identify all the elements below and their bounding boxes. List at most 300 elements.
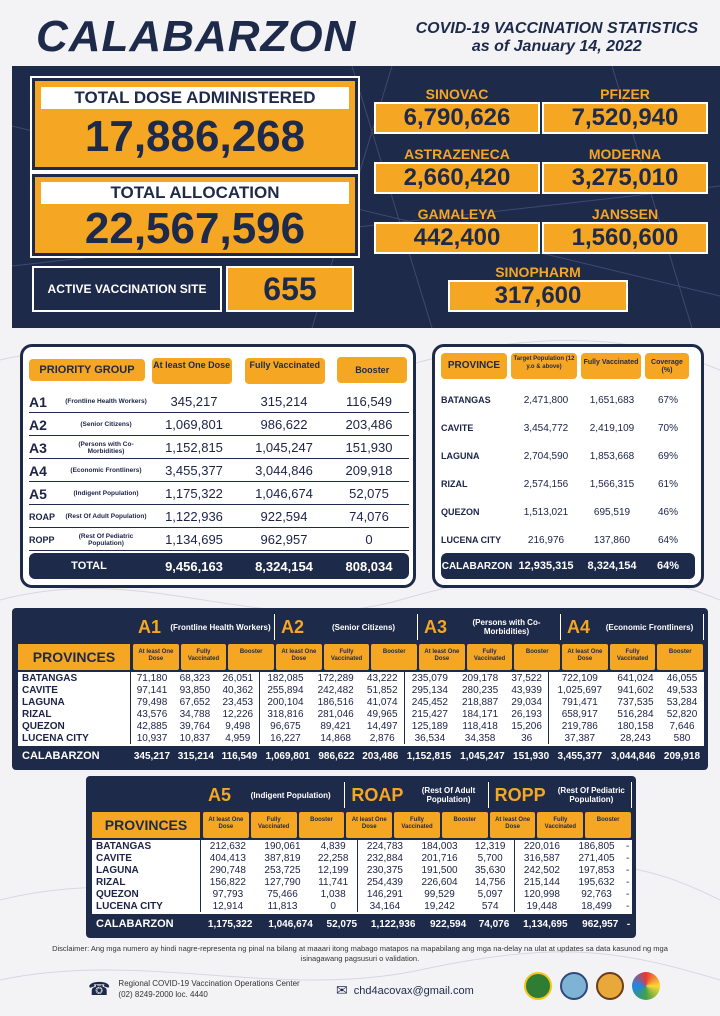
- cell-value: 125,189: [404, 720, 455, 732]
- fully-value: 137,860: [593, 534, 631, 546]
- vaccine-pfizer: [542, 86, 708, 134]
- fully-value: 986,622: [260, 417, 308, 432]
- cell-value: 253,725: [264, 864, 301, 876]
- cell-value: 11,813: [267, 900, 298, 912]
- cell-value: 40,362: [222, 684, 254, 696]
- cell-value: 14,868: [320, 732, 351, 744]
- priority-total-row: [29, 553, 409, 579]
- cell-value: 75,466: [267, 888, 298, 900]
- cell-value: 242,502: [514, 864, 569, 876]
- cell-value: -: [625, 876, 630, 888]
- g1-provinces-header: PROVINCES: [18, 644, 130, 670]
- sub-header: At least One Dose: [419, 644, 465, 670]
- one-dose-value: 1,069,801: [165, 417, 223, 432]
- cell-value: 53,284: [666, 696, 698, 708]
- province-name: QUEZON: [22, 720, 65, 732]
- group-code: ROAP: [29, 511, 56, 522]
- provinces-breakdown-a1-a4: [12, 608, 708, 770]
- cell-value: 4,839: [320, 840, 346, 852]
- fully-value: 1,651,683: [589, 394, 635, 406]
- sub-header: At least One Dose: [133, 644, 179, 670]
- one-dose-value: 345,217: [170, 394, 218, 409]
- sub-header: Fully Vaccinated: [467, 644, 513, 670]
- cell-value: 5,700: [477, 852, 503, 864]
- vaccine-sinovac: [374, 86, 540, 134]
- priority-group-table: [20, 344, 416, 588]
- priority-header: PRIORITY GROUP: [29, 359, 145, 381]
- total-value: 1,134,695: [523, 918, 568, 930]
- province-name: RIZAL: [441, 478, 468, 489]
- cell-value: 230,375: [357, 864, 412, 876]
- province-row: [441, 415, 695, 441]
- total-value: 116,549: [221, 750, 258, 762]
- cell-value: 197,853: [578, 864, 615, 876]
- vaccine-value: 317,600: [448, 280, 628, 312]
- cell-value: 96,675: [260, 720, 311, 732]
- email-address[interactable]: chd4acovax@gmail.com: [353, 984, 474, 997]
- cell-value: 4,959: [225, 732, 251, 744]
- cell-value: 42,885: [130, 720, 173, 732]
- fully-value: 1,853,668: [589, 450, 635, 462]
- g1-sub-headers: [132, 644, 704, 670]
- one-dose-value: 1,152,815: [165, 440, 223, 455]
- total-value: 922,594: [430, 918, 467, 930]
- cell-value: 16,227: [260, 732, 311, 744]
- coverage-value: 61%: [657, 478, 678, 490]
- province-total-row: [441, 553, 695, 579]
- group-code: A2: [281, 616, 305, 637]
- cell-value: 146,291: [357, 888, 412, 900]
- cell-value: 36,534: [404, 732, 455, 744]
- sub-header: At least One Dose: [346, 812, 392, 838]
- target-value: 216,976: [527, 534, 565, 546]
- cell-value: 186,805: [578, 840, 615, 852]
- center-name: Regional COVID-19 Vaccination Operations Center: [118, 979, 300, 988]
- disclaimer: Disclaimer: Ang mga numero ay hindi nagre-representa ng pinal na bilang at maaari itong mabago matapos na mapabilang ang mga na-delay na ulat at updates sa data kasunod ng mga isinagawang pagsusuri o validation.: [52, 944, 668, 963]
- cell-value: 184,171: [462, 708, 499, 720]
- cell-value: 43,222: [366, 672, 398, 684]
- vaccine-astrazeneca: [374, 146, 540, 194]
- total-value: 986,622: [318, 750, 355, 762]
- sub-header: At least One Dose: [203, 812, 249, 838]
- cell-value: 37,522: [511, 672, 542, 684]
- booster-value: 203,486: [345, 417, 393, 432]
- g2-sub-headers: [202, 812, 632, 838]
- cell-value: 232,884: [357, 852, 412, 864]
- cell-value: 120,998: [514, 888, 569, 900]
- g2-provinces-header: PROVINCES: [92, 812, 200, 838]
- total-dose-value: 17,886,268: [84, 112, 306, 161]
- group-desc: (Persons with Co-Morbidities): [78, 440, 134, 455]
- fully-value: 3,044,846: [255, 463, 313, 478]
- province-name: QUEZON: [441, 506, 480, 517]
- province-name: BATANGAS: [96, 840, 152, 852]
- booster-value: 52,075: [349, 486, 389, 501]
- total-dose-card: [32, 78, 358, 170]
- cell-value: 941,602: [617, 684, 654, 696]
- group-code: A5: [208, 784, 232, 805]
- cell-value: 737,535: [617, 696, 654, 708]
- vaccine-value: 442,400: [374, 222, 540, 254]
- mail-icon: ✉: [336, 982, 348, 998]
- province-row: [441, 527, 695, 553]
- priority-row: [29, 506, 409, 528]
- total-value: 209,918: [663, 750, 701, 762]
- province-header: PROVINCE: [441, 353, 507, 379]
- coverage-value: 64%: [657, 534, 678, 546]
- province-row: [441, 499, 695, 525]
- sub-header: At least One Dose: [490, 812, 536, 838]
- group-desc: (Rest Of Pediatric Population): [557, 786, 625, 804]
- province-name: CAVITE: [22, 684, 58, 696]
- cell-value: 190,061: [264, 840, 301, 852]
- cell-value: 580: [673, 732, 691, 744]
- fully-value: 1,046,674: [255, 486, 313, 501]
- phone-number: (02) 8249-2000 loc. 4440: [118, 990, 208, 999]
- cell-value: 10,937: [130, 732, 173, 744]
- cell-value: 52,820: [666, 708, 698, 720]
- cell-value: 22,258: [317, 852, 349, 864]
- cell-value: 172,289: [317, 672, 354, 684]
- group-header: [418, 614, 561, 640]
- cell-value: 49,533: [666, 684, 698, 696]
- cell-value: 67,652: [179, 696, 211, 708]
- table-row: [92, 840, 632, 852]
- total-full: 8,324,154: [255, 558, 313, 574]
- cell-value: 23,453: [222, 696, 254, 708]
- group-desc: (Rest Of Adult Population): [421, 786, 476, 804]
- cell-value: 791,471: [549, 696, 611, 708]
- vaccine-name: MODERNA: [588, 146, 662, 162]
- fully-value: 922,594: [260, 509, 308, 524]
- one-dose-value: 1,122,936: [165, 509, 223, 524]
- group-desc: (Frontline Health Workers): [170, 622, 271, 632]
- total-value: 151,930: [513, 750, 550, 762]
- cell-value: 97,793: [200, 888, 255, 900]
- sub-header: At least One Dose: [276, 644, 322, 670]
- cell-value: 218,887: [462, 696, 499, 708]
- vaccine-value: 1,560,600: [542, 222, 708, 254]
- cell-value: 195,632: [578, 876, 615, 888]
- province-name: LUCENA CITY: [22, 732, 89, 744]
- vaccine-value: 3,275,010: [542, 162, 708, 194]
- vaccine-name: JANSSEN: [591, 206, 659, 222]
- booster-value: 0: [365, 532, 373, 547]
- cell-value: 1,038: [320, 888, 346, 900]
- province-name: CAVITE: [441, 422, 474, 433]
- cell-value: 641,024: [617, 672, 654, 684]
- priority-row: [29, 483, 409, 505]
- vaccine-name: SINOVAC: [425, 86, 489, 102]
- target-header: Target Population (12 y.o & above): [511, 353, 577, 379]
- cell-value: 220,016: [514, 840, 569, 852]
- province-name: LAGUNA: [441, 450, 480, 461]
- group-header: [275, 614, 418, 640]
- group-desc: (Rest Of Pediatric Population): [78, 532, 134, 547]
- target-value: 3,454,772: [523, 422, 569, 434]
- province-name: LUCENA CITY: [441, 534, 502, 545]
- priority-row: [29, 437, 409, 459]
- one-dose-value: 1,134,695: [165, 532, 223, 547]
- group-code: A5: [29, 485, 47, 502]
- cell-value: 19,242: [424, 900, 455, 912]
- cell-value: 254,439: [357, 876, 412, 888]
- cell-value: 245,452: [404, 696, 455, 708]
- table-row: [92, 864, 632, 876]
- sub-header: Booster: [371, 644, 417, 670]
- cell-value: 186,516: [317, 696, 354, 708]
- coverage-value: 46%: [657, 506, 678, 518]
- cell-value: 99,529: [424, 888, 455, 900]
- total-value: 203,486: [362, 750, 399, 762]
- total-boost: 808,034: [345, 558, 393, 574]
- vaccine-value: 6,790,626: [374, 102, 540, 134]
- cell-value: 212,632: [200, 840, 255, 852]
- province-row: [441, 387, 695, 413]
- sub-header: Fully Vaccinated: [394, 812, 440, 838]
- cell-value: 295,134: [404, 684, 455, 696]
- group-code: A1: [29, 393, 47, 410]
- allocation-label: TOTAL ALLOCATION: [41, 182, 349, 204]
- sub-header: Fully Vaccinated: [610, 644, 656, 670]
- vaccine-name: ASTRAZENECA: [404, 146, 510, 162]
- prov-total-name: CALABARZON: [441, 560, 513, 572]
- fully-value: 1,566,315: [589, 478, 635, 490]
- cell-value: 12,914: [200, 900, 255, 912]
- priority-row: [29, 460, 409, 482]
- sub-header: Booster: [299, 812, 345, 838]
- provinces-breakdown-a5-ropp: [86, 776, 636, 938]
- cell-value: 93,850: [179, 684, 211, 696]
- sub-header: Booster: [442, 812, 488, 838]
- cell-value: 209,178: [462, 672, 499, 684]
- priority-row: [29, 391, 409, 413]
- fully-value: 315,214: [260, 394, 308, 409]
- subtitle-line2: as of January 14, 2022: [471, 38, 642, 55]
- cell-value: 318,816: [260, 708, 311, 720]
- cell-value: 387,819: [264, 852, 301, 864]
- cell-value: 235,079: [404, 672, 455, 684]
- group-desc: (Senior Citizens): [80, 421, 132, 428]
- one-dose-header: At least One Dose: [152, 358, 232, 384]
- total-value: -: [626, 918, 631, 930]
- coverage-value: 69%: [657, 450, 678, 462]
- cell-value: 127,790: [264, 876, 301, 888]
- total-value: 3,455,377: [557, 750, 603, 762]
- sub-header: Booster: [585, 812, 631, 838]
- cell-value: 242,482: [317, 684, 354, 696]
- province-header-row: [435, 347, 701, 379]
- total-value: 52,075: [326, 918, 358, 930]
- table-row: [92, 900, 632, 912]
- target-value: 2,574,156: [523, 478, 569, 490]
- table-row: [92, 876, 632, 888]
- cell-value: 516,284: [617, 708, 654, 720]
- vaccine-sinopharm: [448, 264, 628, 312]
- table-row: [18, 708, 704, 720]
- cell-value: 215,144: [514, 876, 569, 888]
- group-code: A2: [29, 416, 47, 433]
- table-row: [18, 684, 704, 696]
- cell-value: -: [625, 900, 630, 912]
- cell-value: 180,158: [617, 720, 654, 732]
- active-sites-label: ACTIVE VACCINATION SITE: [32, 266, 222, 312]
- phone-icon: ☎: [88, 978, 111, 999]
- cell-value: 39,764: [179, 720, 211, 732]
- cell-value: 191,500: [421, 864, 458, 876]
- group-code: ROAP: [351, 784, 404, 805]
- cell-value: 36: [521, 732, 533, 744]
- table-row: [18, 696, 704, 708]
- g1-body: [18, 672, 704, 746]
- sub-header: Booster: [657, 644, 703, 670]
- subtitle-line1: COVID-19 VACCINATION STATISTICS: [415, 20, 698, 37]
- cell-value: -: [625, 852, 630, 864]
- cell-value: 68,323: [179, 672, 211, 684]
- fully-value: 2,419,109: [589, 422, 635, 434]
- table-row: [18, 672, 704, 684]
- total-value: 74,076: [478, 918, 510, 930]
- cell-value: 271,405: [578, 852, 615, 864]
- fully-header: Fully Vaccinated: [581, 353, 641, 379]
- cell-value: 722,109: [549, 672, 611, 684]
- cell-value: 0: [330, 900, 336, 912]
- booster-value: 151,930: [345, 440, 393, 455]
- contact-email[interactable]: [336, 982, 474, 999]
- cell-value: 12,226: [222, 708, 254, 720]
- total-value: 345,217: [133, 750, 171, 762]
- cell-value: 79,498: [130, 696, 173, 708]
- cell-value: 14,756: [474, 876, 506, 888]
- group-desc: (Senior Citizens): [331, 622, 396, 632]
- cell-value: 316,587: [514, 852, 569, 864]
- total-value: 962,957: [582, 918, 619, 930]
- group-desc: (Rest Of Adult Population): [65, 513, 147, 520]
- table-row: [92, 852, 632, 864]
- region-seal-icon: [560, 972, 588, 1000]
- province-name: QUEZON: [96, 888, 139, 900]
- cell-value: 19,448: [514, 900, 569, 912]
- province-name: LAGUNA: [96, 864, 139, 876]
- cell-value: -: [625, 888, 630, 900]
- cell-value: 10,837: [179, 732, 211, 744]
- group-header: [345, 782, 488, 808]
- g2-group-headers: [202, 782, 632, 808]
- healthy-pilipinas-icon: [596, 972, 624, 1000]
- sub-header: Fully Vaccinated: [537, 812, 583, 838]
- sub-header: Fully Vaccinated: [324, 644, 370, 670]
- one-dose-value: 1,175,322: [165, 486, 223, 501]
- province-name: CAVITE: [96, 852, 132, 864]
- cell-value: 1,025,697: [549, 684, 611, 696]
- g1-group-headers: [132, 614, 704, 640]
- group-code: A4: [567, 616, 591, 637]
- vaccine-name: GAMALEYA: [417, 206, 497, 222]
- group-code: A3: [424, 616, 448, 637]
- cell-value: 46,055: [666, 672, 698, 684]
- cell-value: 29,034: [511, 696, 542, 708]
- one-dose-value: 3,455,377: [165, 463, 223, 478]
- cell-value: -: [625, 864, 630, 876]
- vaccine-value: 7,520,940: [542, 102, 708, 134]
- province-name: LUCENA CITY: [96, 900, 163, 912]
- cell-value: 34,788: [179, 708, 211, 720]
- cell-value: 34,358: [464, 732, 496, 744]
- target-value: 1,513,021: [523, 506, 569, 518]
- cell-value: 35,630: [474, 864, 506, 876]
- cell-value: 37,387: [549, 732, 611, 744]
- group-header: [489, 782, 632, 808]
- target-value: 2,704,590: [523, 450, 569, 462]
- cell-value: 89,421: [320, 720, 351, 732]
- total-label: TOTAL: [71, 560, 107, 572]
- province-name: BATANGAS: [22, 672, 78, 684]
- total-value: 1,069,801: [265, 750, 310, 762]
- coverage-value: 67%: [657, 394, 678, 406]
- group-desc: (Economic Frontliners): [605, 622, 694, 632]
- fully-value: 962,957: [260, 532, 308, 547]
- cell-value: 7,646: [669, 720, 695, 732]
- cell-value: 219,786: [549, 720, 611, 732]
- allocation-value: 22,567,596: [84, 204, 306, 253]
- total-row: [18, 750, 704, 762]
- cell-value: 34,164: [357, 900, 412, 912]
- province-name: LAGUNA: [22, 696, 65, 708]
- province-row: [441, 471, 695, 497]
- total-value: 1,046,674: [268, 918, 313, 930]
- group-code: ROPP: [494, 784, 546, 805]
- group-header: [202, 782, 345, 808]
- cell-value: 49,965: [366, 708, 398, 720]
- group-code: A3: [29, 439, 47, 456]
- province-name: BATANGAS: [441, 394, 491, 405]
- active-sites-value: 655: [226, 266, 354, 312]
- cell-value: 226,604: [421, 876, 458, 888]
- province-name: RIZAL: [22, 708, 52, 720]
- total-row: [92, 918, 632, 930]
- booster-value: 116,549: [345, 394, 393, 409]
- group-header: [132, 614, 275, 640]
- vaccine-moderna: [542, 146, 708, 194]
- total-one: 9,456,163: [165, 558, 223, 574]
- cell-value: 41,074: [366, 696, 398, 708]
- cell-value: 97,141: [130, 684, 173, 696]
- priority-row: [29, 529, 409, 551]
- page-subtitle: [416, 20, 698, 56]
- cell-value: 200,104: [260, 696, 311, 708]
- fully-value: 695,519: [593, 506, 631, 518]
- cell-value: 9,498: [225, 720, 251, 732]
- cell-value: 280,235: [462, 684, 499, 696]
- vaccine-name: SINOPHARM: [495, 264, 581, 280]
- cell-value: 51,852: [366, 684, 398, 696]
- group-desc: (Economic Frontliners): [70, 467, 142, 474]
- summary-panel: [12, 66, 720, 328]
- vaccine-value: 2,660,420: [374, 162, 540, 194]
- group-code: A1: [138, 616, 162, 637]
- fully-value: 1,045,247: [255, 440, 313, 455]
- cell-value: 404,413: [200, 852, 255, 864]
- target-value: 2,471,800: [523, 394, 569, 406]
- cell-value: 2,876: [369, 732, 395, 744]
- cell-value: 12,319: [474, 840, 506, 852]
- sub-header: At least One Dose: [562, 644, 608, 670]
- province-name: RIZAL: [96, 876, 126, 888]
- cell-value: 574: [481, 900, 499, 912]
- group-desc: (Indigent Population): [73, 490, 139, 497]
- total-value: 315,214: [177, 750, 214, 762]
- total-dose-label: TOTAL DOSE ADMINISTERED: [41, 87, 349, 109]
